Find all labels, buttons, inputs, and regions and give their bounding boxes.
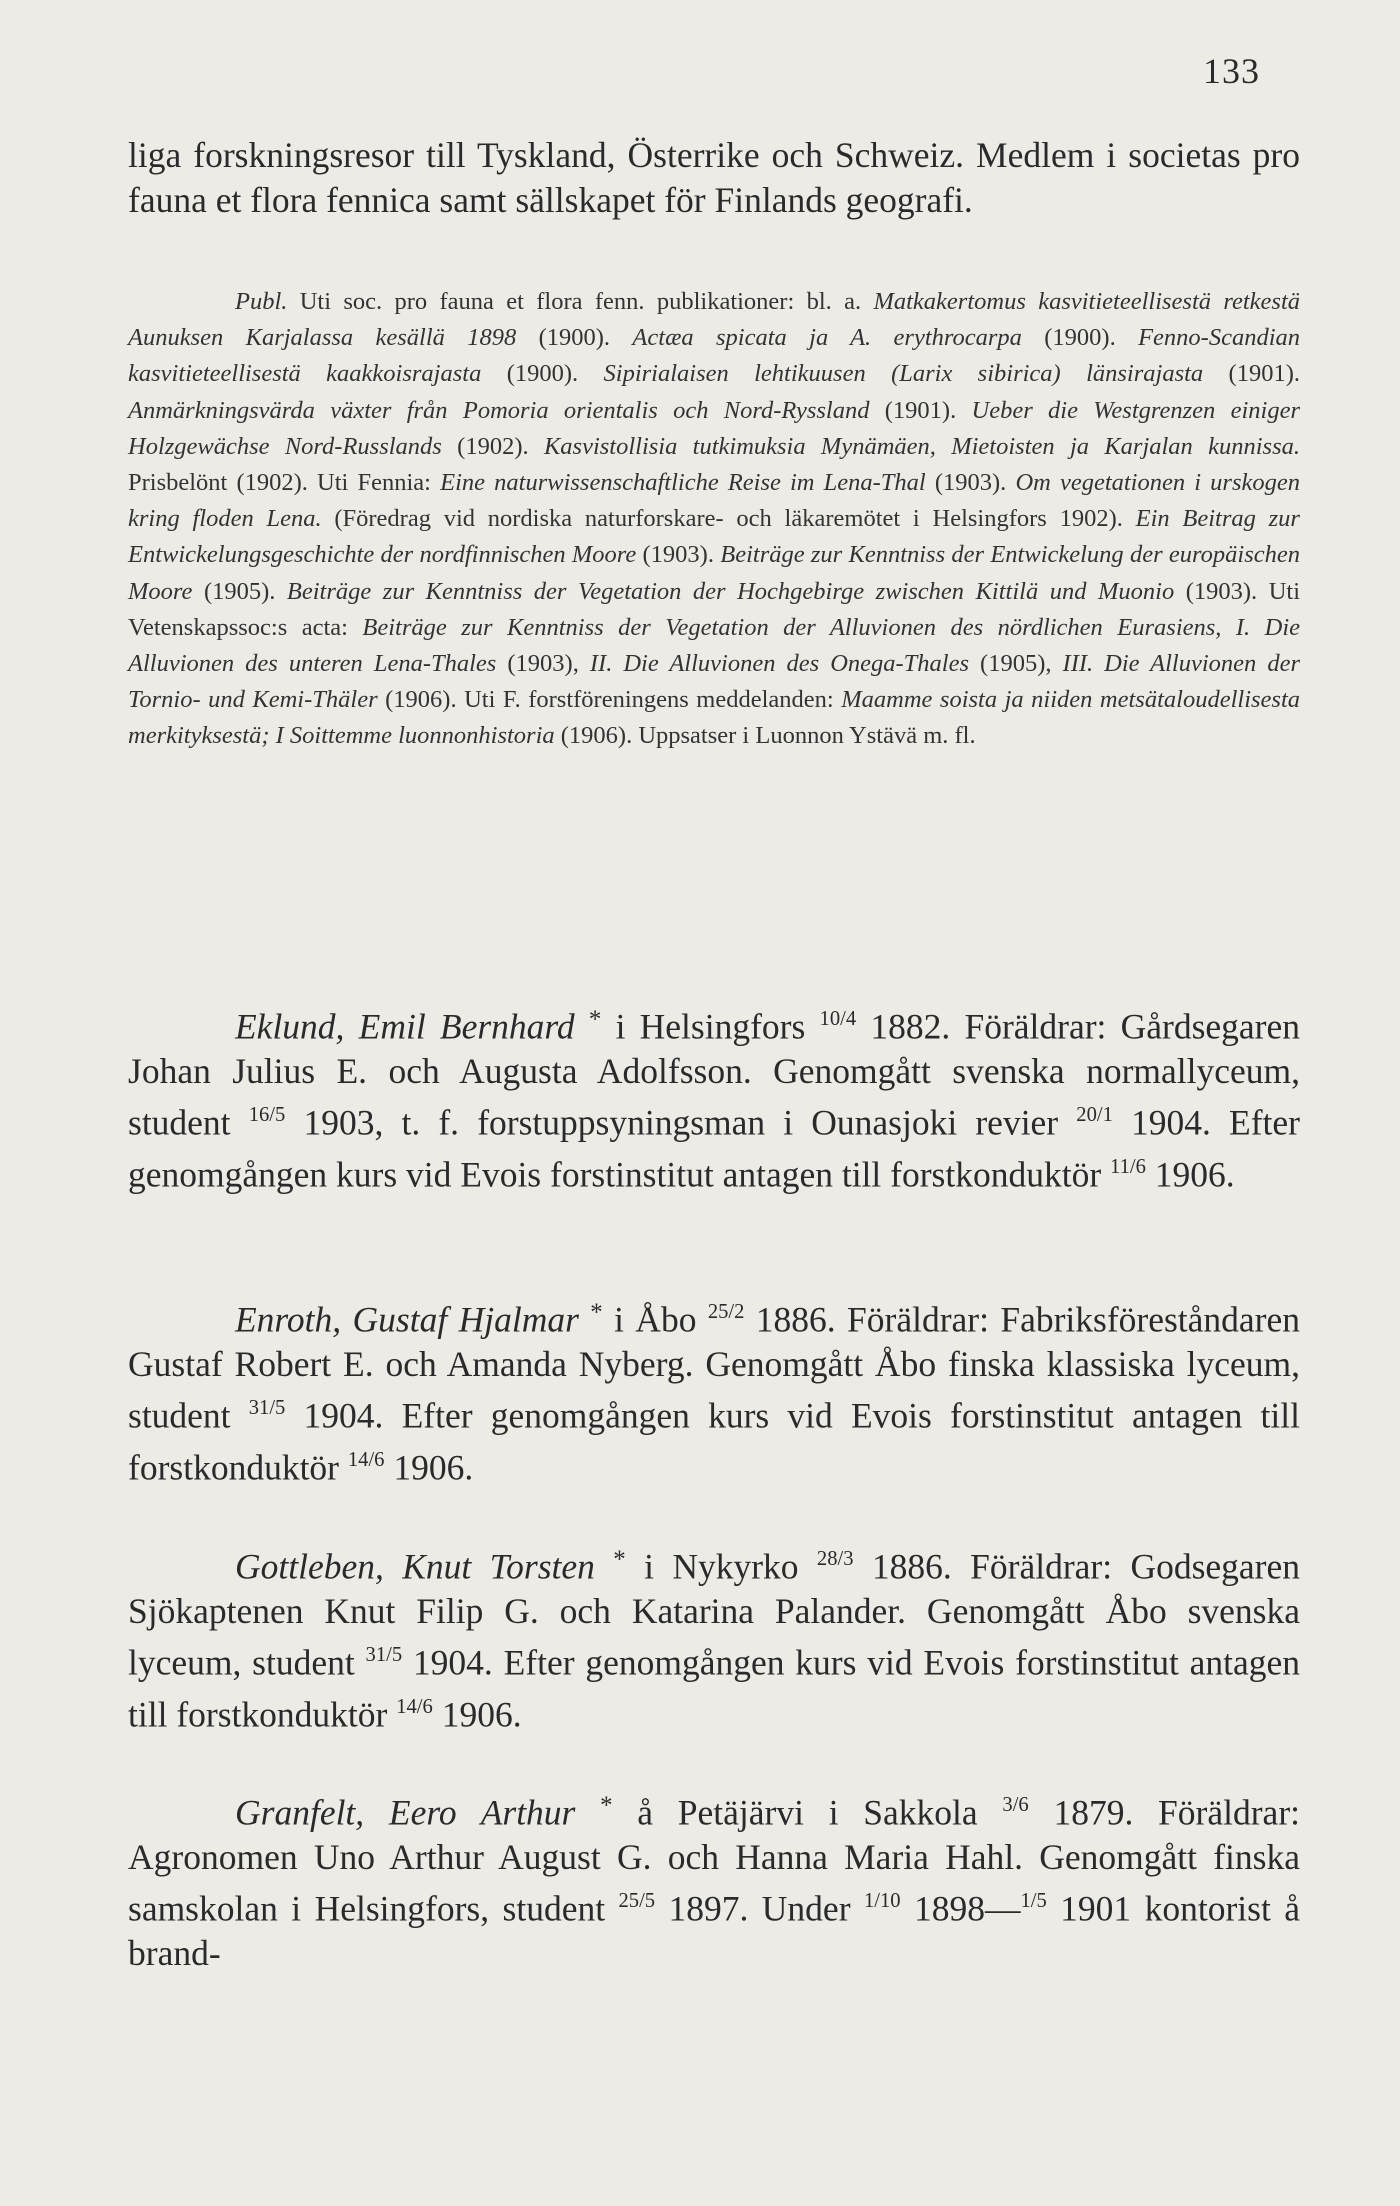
birth-star: * (613, 1546, 626, 1574)
date-fraction: 25/5 (618, 1890, 656, 1913)
person-name: Enroth, Gustaf Hjalmar (235, 1299, 579, 1340)
entry-text: 1904. Efter genomgången kurs vid Evois forstinstitut antagen till forstkonduktör (128, 1102, 1300, 1195)
pub-text: (1901). (869, 396, 972, 424)
pub-title: Beiträge zur Kenntniss der Entwickelung der europäischen Moore (128, 541, 1300, 605)
date-fraction: 31/5 (365, 1644, 403, 1667)
person-name: Granfelt, Eero Arthur (235, 1792, 576, 1833)
entry-text: 1904. Efter genomgången kurs vid Evois forstinstitut antagen till forstkonduktör (128, 1642, 1300, 1735)
pub-title: Sipirialaisen lehtikuusen (Larix sibirica) länsirajasta (603, 360, 1204, 388)
pub-text: (1903), (496, 650, 590, 678)
entry-enroth (128, 1290, 1300, 1490)
entry-text: i Nykyrko (625, 1546, 817, 1587)
pub-text: (1905), (969, 650, 1063, 678)
person-name: Eklund, Emil Bernhard (235, 1006, 575, 1047)
intro-paragraph: liga forskningsresor till Tyskland, Österrike och Schweiz. Medlem i societas pro fauna et flora fennica samt sällskapet för Finlands geografi. (128, 135, 1300, 220)
pub-text: (1902). (441, 432, 544, 460)
entry-text: 1886. Föräldrar: Godsegaren Sjökaptenen Knut Filip G. och Katarina Palander. Genomgått Åbo svenska lyceum, student (128, 1546, 1301, 1683)
entry-granfelt (128, 1783, 1300, 1976)
pub-title: Ein Beitrag zur Entwickelungsgeschichte der nordfinnischen Moore (128, 505, 1300, 569)
entry-text: 1903, t. f. forstuppsyningsman i Ounasjoki revier (285, 1102, 1077, 1143)
date-fraction: 1/10 (863, 1890, 901, 1913)
pub-text: (1900). (516, 324, 633, 352)
date-fraction: 14/6 (347, 1449, 385, 1472)
entry-text: 1906. (384, 1447, 474, 1488)
entry-text: 1906. (1145, 1154, 1235, 1195)
pub-title: Anmärkningsvärda växter från Pomoria orientalis och Nord-Ryssland (128, 396, 870, 424)
entry-eklund (128, 997, 1300, 1197)
pub-title: Eine naturwissenschaftliche Reise im Lena-Thal (440, 469, 926, 497)
date-fraction: 14/6 (396, 1696, 433, 1719)
date-fraction: 1/5 (1020, 1890, 1047, 1913)
pub-title: Kasvistollisia tutkimuksia Mynämäen, Mietoisten ja Karjalan kunnissa. (543, 432, 1300, 460)
entry-text: 1904. Efter genomgången kurs vid Evois forstinstitut antagen till forstkonduktör (128, 1395, 1300, 1488)
page-number: 133 (1203, 51, 1260, 91)
pub-text: (1900). (481, 360, 604, 388)
entry-text: 1879. Föräldrar: Agronomen Uno Arthur August G. och Hanna Maria Hahl. Genomgått finska samskolan i Helsingfors, student (128, 1792, 1301, 1929)
date-fraction: 25/2 (707, 1301, 745, 1323)
pub-text: Uti soc. pro fauna et flora fenn. publikationer: bl. a. (287, 288, 874, 315)
date-fraction: 31/5 (248, 1397, 286, 1420)
pub-title: II. Die Alluvionen des Onega-Thales (589, 650, 970, 678)
pub-title: Fenno-Scandian kasvitieteellisestä kaakkoisrajasta (128, 324, 1301, 388)
date-fraction: 20/1 (1076, 1104, 1113, 1127)
pub-abbrev: Publ. (235, 288, 288, 315)
pub-title: Om vegetationen i urskogen kring floden Lena. (128, 469, 1300, 533)
entry-text: 1906. (432, 1694, 522, 1735)
entry-gottleben (128, 1537, 1300, 1737)
pub-title: Ueber die Westgrenzen einiger Holzgewächse Nord-Russlands (128, 396, 1300, 460)
book-page (128, 40, 1300, 2180)
entry-text: i Åbo (602, 1299, 708, 1340)
date-fraction: 28/3 (816, 1548, 854, 1570)
publications-paragraph (128, 284, 1300, 755)
date-fraction: 10/4 (819, 1008, 857, 1030)
entry-text: 1882. Föräldrar: Gårdsegaren Johan Julius E. och Augusta Adolfsson. Genomgått svenska normallyceum, student (128, 1006, 1300, 1143)
pub-title: Beiträge zur Kenntniss der Vegetation der Hochgebirge zwischen Kittilä und Muonio (286, 577, 1175, 605)
pub-text: (1906). Uti F. forstföreningens meddelanden: (377, 686, 842, 714)
birth-star: * (590, 1299, 603, 1327)
date-fraction: 11/6 (1110, 1156, 1146, 1179)
entry-text: 1886. Föräldrar: Fabriksföreståndaren Gustaf Robert E. och Amanda Nyberg. Genomgått Åbo finska klassiska lyceum, student (128, 1299, 1301, 1436)
pub-title: Actæa spicata ja A. erythrocarpa (632, 324, 1022, 352)
pub-text: (1900). (1021, 324, 1139, 352)
pub-text: (1903). (925, 469, 1016, 497)
birth-star: * (600, 1792, 613, 1820)
pub-title: Matkakertomus kasvitieteellisestä retkestä Aunuksen Karjalassa kesällä 1898 (128, 288, 1300, 352)
pub-text: (1903). Uti Vetenskapssoc:s acta: (128, 577, 1301, 641)
pub-title: III. Die Alluvionen der Tornio- und Kemi-Thäler (128, 650, 1300, 714)
birth-star: * (588, 1006, 602, 1034)
date-fraction: 16/5 (248, 1104, 286, 1127)
pub-text: Prisbelönt (1902). Uti Fennia: (128, 469, 441, 497)
pub-title: Beiträge zur Kenntniss der Vegetation der Alluvionen des nördlichen Eurasiens, I. Die Alluvionen des unteren Lena-Thales (128, 613, 1300, 678)
pub-text: (1903). (636, 541, 721, 569)
entry-text: 1901 kontorist å brand- (128, 1888, 1300, 1974)
pub-text: (1905). (192, 577, 287, 605)
person-name: Gottleben, Knut Torsten (235, 1546, 595, 1587)
pub-text: (Föredrag vid nordiska naturforskare- och läkaremötet i Helsingfors 1902). (321, 505, 1136, 533)
pub-text: (1906). Uppsatser i Luonnon Ystävä m. fl. (554, 722, 976, 750)
entry-text: 1897. Under (655, 1888, 864, 1929)
pub-title: Maamme soista ja niiden metsätaloudellisesta merkityksestä; I Soittemme luonnonhistoria (128, 686, 1301, 750)
pub-text: (1901). (1203, 360, 1300, 388)
entry-text: i Helsingfors (601, 1006, 820, 1047)
entry-text: å Petäjärvi i Sakkola (612, 1792, 1003, 1833)
date-fraction: 3/6 (1002, 1794, 1029, 1816)
entry-text: 1898— (900, 1888, 1021, 1929)
